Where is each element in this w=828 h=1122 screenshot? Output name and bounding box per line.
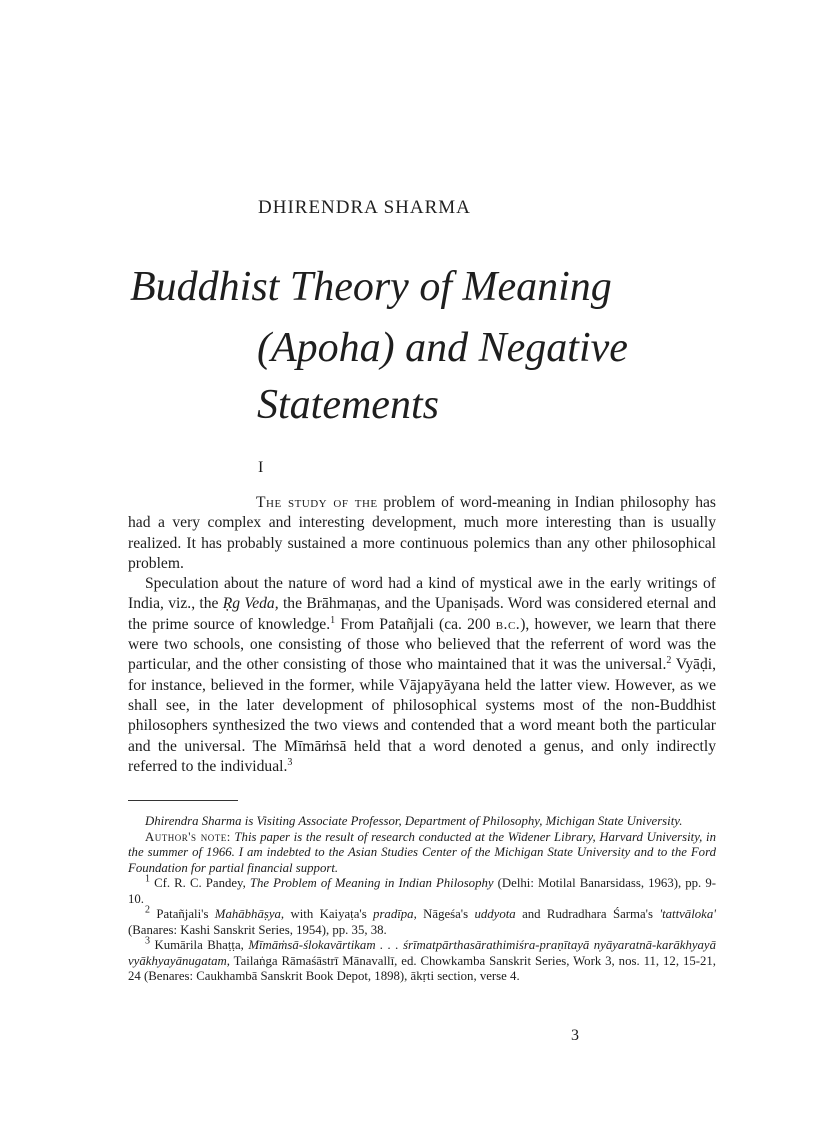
p2-bc: b.c. bbox=[495, 615, 521, 633]
article-title-line-3: Statements bbox=[257, 382, 439, 428]
footnote-ref-1[interactable]: 1 bbox=[330, 614, 336, 626]
fn2-text-a: Patañjali's bbox=[150, 907, 215, 921]
fn2-text-d: and Rudradhara Śarma's bbox=[515, 907, 660, 921]
article-title-line-2: (Apoha) and Negative bbox=[257, 325, 628, 371]
section-number: I bbox=[258, 459, 264, 476]
footnote-ref-2[interactable]: 2 bbox=[666, 655, 672, 667]
fn3-text-a: Kumārila Bhaṭṭa, bbox=[150, 938, 249, 952]
author-note-label: Author's note: bbox=[145, 829, 231, 844]
p2-text-e: Vyāḍi, for instance, believed in the former, while Vājapyāyana held the latter view. However, as we shall see, in the later development of philosophical systems most of the non-Buddhist philosophers synthesized the two views and contended that a word meant both the particular and the universal. The Mīmāṁsā held that a word denoted a genus, and only indirectly referred to the individual. bbox=[128, 656, 716, 775]
paragraph-1 bbox=[128, 493, 716, 574]
article-title-line-1: Buddhist Theory of Meaning bbox=[130, 264, 612, 310]
fn1-text-a: Cf. R. C. Pandey, bbox=[150, 876, 250, 890]
paragraph-2 bbox=[128, 574, 716, 777]
fn2-title-3: uddyota bbox=[474, 907, 516, 921]
p2-text-a: Speculation about the nature of word had a kind of mystical awe in the early writings of India, viz., the bbox=[128, 575, 716, 613]
p2-text-b: the Brāhmaṇas, and the Upaniṣads. Word was considered eternal and the prime source of knowledge. bbox=[128, 595, 716, 633]
footnote-divider bbox=[128, 800, 238, 801]
footnote-1-number: 1 bbox=[145, 873, 150, 885]
footnote-3 bbox=[128, 935, 717, 985]
footnote-ref-3[interactable]: 3 bbox=[287, 756, 293, 768]
footnote-3-number: 3 bbox=[145, 935, 150, 947]
fn2-title-4: 'tattvāloka' bbox=[659, 907, 716, 921]
author-note bbox=[128, 830, 716, 877]
paragraph-1-text: problem of word-meaning in Indian philosophy has had a very complex and interesting development, much more interesting than is usually realized. It has probably sustained a more continuous polemics than any other philosophical problem. bbox=[128, 494, 716, 572]
fn2-text-c: Nāgeśa's bbox=[416, 907, 475, 921]
fn1-text-b: (Delhi: Motilal Banarsidass, 1963), pp. 9-10. bbox=[128, 876, 716, 906]
page-number: 3 bbox=[571, 1027, 579, 1044]
author-note-text: This paper is the result of research conducted at the Widener Library, Harvard University, in the summer of 1966. I am indebted to the Asian Studies Center of the Michigan State University and to the Ford Foundation for partial financial support. bbox=[128, 829, 716, 875]
fn1-book-title: The Problem of Meaning in Indian Philosophy bbox=[249, 876, 494, 890]
fn2-title-2: pradīpa, bbox=[373, 907, 417, 921]
fn2-title-1: Mahābhāṣya, bbox=[214, 907, 285, 921]
footnote-2 bbox=[128, 904, 716, 938]
body-text bbox=[128, 493, 716, 777]
p2-rgveda: Ṛg Veda, bbox=[222, 595, 279, 613]
lead-small-caps: The study of the bbox=[256, 494, 378, 511]
fn3-text-b: Tailaṅga Rāmaśāstrī Mānavallī, ed. Chowkamba Sanskrit Series, Work 3, nos. 11, 12, 15-21, 24 (Benares: Caukhambā Sanskrit Book Depot, 1898), ākṛti section, verse 4. bbox=[128, 953, 716, 983]
fn2-text-e: (Banares: Kashi Sanskrit Series, 1954), pp. 35, 38. bbox=[128, 922, 387, 937]
footnotes bbox=[128, 814, 716, 985]
fn3-title: Mīmāṁsā-ślokavārtikam . . . śrīmatpārthasārathimiśra-praṇītayā nyāyaratnā-karākhyayā vyākhyayānugatam, bbox=[128, 938, 717, 968]
fn2-text-b: with Kaiyaṭa's bbox=[284, 907, 374, 921]
author-bio: Dhirendra Sharma is Visiting Associate Professor, Department of Philosophy, Michigan State University. bbox=[145, 814, 683, 828]
footnote-2-number: 2 bbox=[145, 904, 150, 916]
author-name: DHIRENDRA SHARMA bbox=[258, 197, 471, 218]
p2-text-d: ), however, we learn that there were two schools, one consisting of those who believed that the referrent of word was the particular, and the other consisting of those who maintained that it was the universal. bbox=[128, 615, 717, 674]
footnote-1 bbox=[128, 873, 716, 907]
p2-text-c: From Patañjali (ca. 200 bbox=[335, 615, 496, 633]
